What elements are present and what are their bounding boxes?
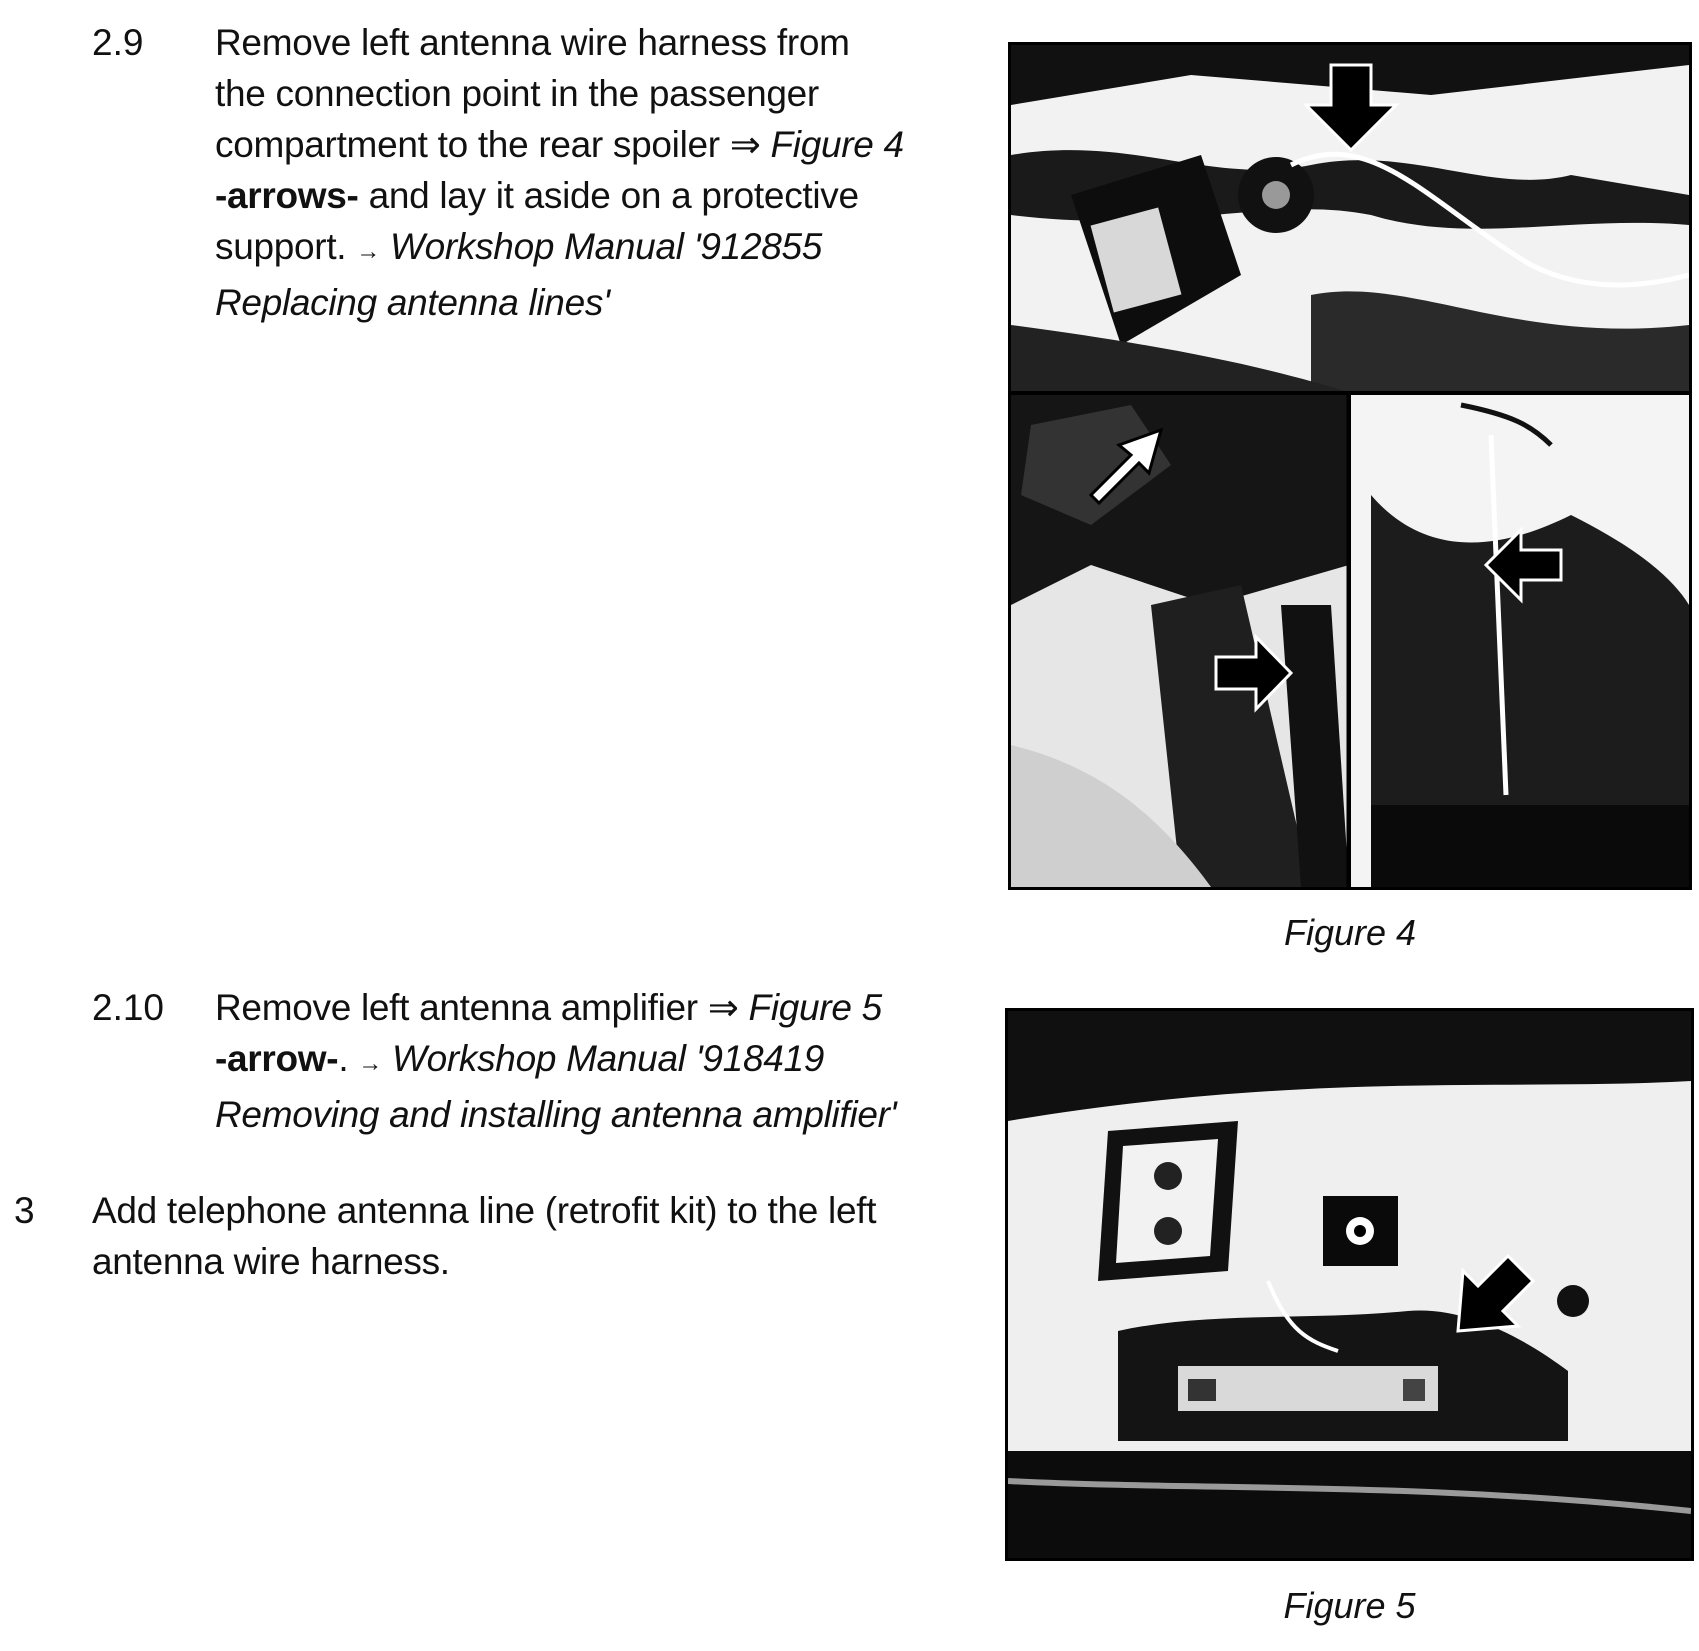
- link-arrow-icon: →: [356, 238, 380, 265]
- arrows-label: -arrows-: [215, 175, 359, 216]
- step-middle: and lay it aside on a protective support.: [215, 175, 859, 267]
- step-text: [215, 982, 905, 1140]
- arrow-icon: ⇒: [729, 124, 761, 165]
- step-middle: .: [338, 1038, 349, 1079]
- step-lead: Remove left antenna wire harness from the connection point in the passenger compartment to the rear spoiler: [215, 22, 850, 165]
- figure-5-photo: [1005, 1008, 1694, 1561]
- manual-reference[interactable]: Workshop Manual '918419 Removing and installing antenna amplifier': [215, 1038, 897, 1135]
- manual-reference[interactable]: Workshop Manual '912855 Replacing antenna lines': [215, 226, 823, 323]
- arrow-label: -arrow-: [215, 1038, 339, 1079]
- step-number: 2.9: [92, 22, 144, 63]
- step-lead: Remove left antenna amplifier: [215, 987, 698, 1028]
- arrow-icon: ⇒: [707, 987, 739, 1028]
- figure-4-caption: Figure 4: [1283, 912, 1417, 953]
- figure-5-caption: Figure 5: [1283, 1585, 1416, 1626]
- step-text: [215, 17, 905, 328]
- link-arrow-icon: →: [358, 1050, 382, 1077]
- figure-5-illustration: [1008, 1011, 1691, 1558]
- figure-4-photo: [1008, 42, 1692, 890]
- figure-reference[interactable]: Figure 5: [748, 987, 882, 1028]
- step-number: 2.10: [92, 987, 165, 1028]
- figure-4-illustration: [1011, 45, 1689, 887]
- figure-reference[interactable]: Figure 4: [770, 124, 904, 165]
- step-text: Add telephone antenna line (retrofit kit) to the left antenna wire harness.: [92, 1190, 877, 1282]
- step-number: 3: [14, 1190, 35, 1231]
